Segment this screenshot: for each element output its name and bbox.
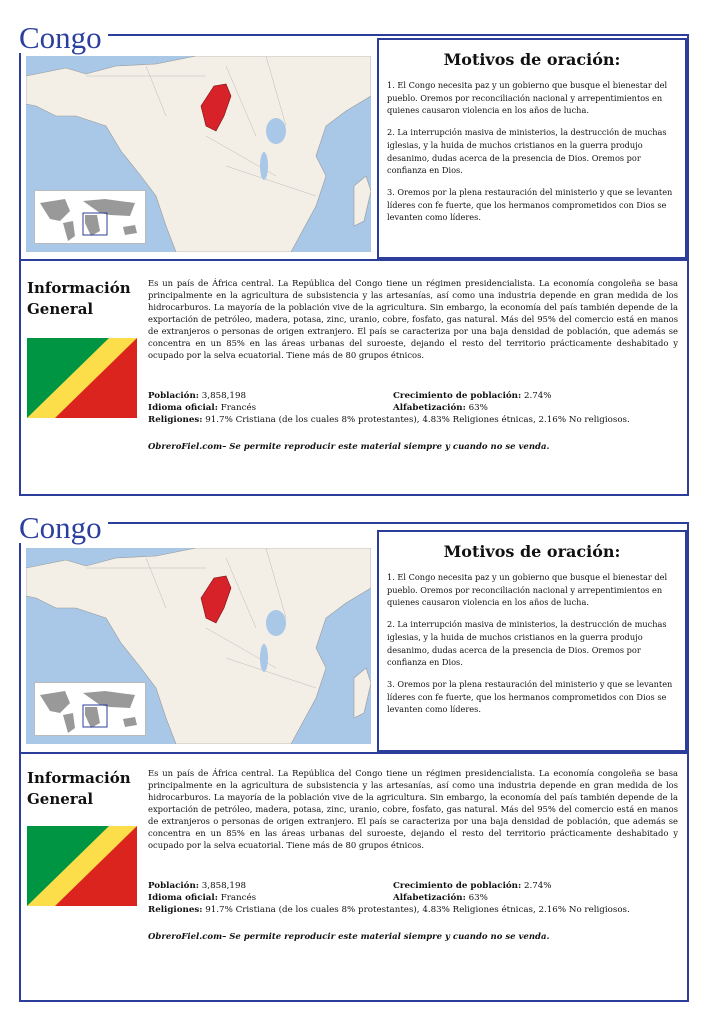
growth-value: 2.74% [523, 881, 552, 891]
prayer-item-3: 3. Oremos por la plena restauración del ministerio y que se levanten líderes con fe fuerte, que los hermanos comprometidos con Dios se levanten como líderes. [387, 678, 673, 715]
literacy-value: 63% [468, 893, 488, 904]
info-heading-line2: General [27, 300, 94, 318]
congo-flag [27, 338, 137, 418]
country-map [26, 56, 371, 252]
country-map [26, 548, 371, 744]
info-heading [27, 278, 145, 320]
congo-flag [27, 826, 137, 906]
growth-label: Crecimiento de población: [393, 881, 522, 891]
world-inset-map [34, 682, 146, 736]
language-label: Idioma oficial: [148, 893, 218, 904]
info-heading-line2: General [27, 790, 94, 808]
info-heading [27, 768, 145, 810]
prayer-box [377, 530, 687, 752]
prayer-item-2: 2. La interrupción masiva de ministerios, la destrucción de muchas iglesias, y la huida de muchos cristianos en la guerra produjo desanimo, dudas acerca de la presencia de Dios. Oremos por confianza en Dios. [387, 127, 667, 176]
info-divider [19, 259, 689, 261]
info-divider [19, 752, 689, 754]
footer-note: ObreroFiel.com– Se permite reproducir este material siempre y cuando no se venda. [148, 932, 550, 942]
country-card-copy [0, 490, 724, 1000]
growth-value: 2.74% [523, 391, 552, 401]
country-title: Congo [19, 512, 108, 543]
country-card [0, 0, 724, 500]
footer-note: ObreroFiel.com– Se permite reproducir este material siempre y cuando no se venda. [148, 442, 550, 452]
literacy-label: Alfabetización: [393, 403, 466, 414]
prayer-item-3: 3. Oremos por la plena restauración del ministerio y que se levanten líderes con fe fuerte, que los hermanos comprometidos con Dios se levanten como líderes. [387, 186, 673, 223]
language-value: Francés [220, 893, 257, 904]
population-label: Población: [148, 391, 200, 401]
population-value: 3,858,198 [201, 391, 246, 401]
country-title: Congo [19, 22, 108, 53]
info-text: Es un país de África central. La República del Congo tiene un régimen presidencialista. La economía congoleña se basa principalmente en la agricultura de subsistencia y las artesanías, así como una industria depende en gran medida de los hidrocarburos. La mayoría de la población vive de la agricultura. Sin embargo, la economía del país también depende de la exportación de petróleo, madera, potasa, zinc, uranio, cobre, fosfato, gas natural. Más del 95% del comercio está en manos de extranjeros o personas de origen extranjero. El país se caracteriza por una baja densidad de población, que además se concentra en un 85% en las áreas urbanas del suroeste, dejando el resto del territorio prácticamente deshabitado y ocupado por la selva ecuatorial. Tiene más de 80 grupos étnicos. [148, 768, 678, 850]
prayer-box [377, 38, 687, 259]
prayer-heading: Motivos de oración: [443, 50, 621, 69]
language-value: Francés [220, 403, 257, 414]
literacy-value: 63% [468, 403, 488, 414]
stats-block [148, 390, 688, 427]
religion-label: Religiones: [148, 415, 203, 426]
prayer-heading: Motivos de oración: [443, 542, 621, 561]
world-inset-map [34, 190, 146, 244]
religion-label: Religiones: [148, 905, 203, 916]
religion-value: 91.7% Cristiana (de los cuales 8% protestantes), 4.83% Religiones étnicas, 2.16% No religiosos. [205, 415, 630, 426]
growth-label: Crecimiento de población: [393, 391, 522, 401]
info-heading-line1: Información [27, 769, 131, 787]
religion-value: 91.7% Cristiana (de los cuales 8% protestantes), 4.83% Religiones étnicas, 2.16% No religiosos. [205, 905, 630, 916]
stats-block [148, 880, 688, 917]
prayer-item-2: 2. La interrupción masiva de ministerios, la destrucción de muchas iglesias, y la huida de muchos cristianos en la guerra produjo desanimo, dudas acerca de la presencia de Dios. Oremos por confianza en Dios. [387, 619, 667, 668]
info-text: Es un país de África central. La República del Congo tiene un régimen presidencialista. La economía congoleña se basa principalmente en la agricultura de subsistencia y las artesanías, así como una industria depende en gran medida de los hidrocarburos. La mayoría de la población vive de la agricultura. Sin embargo, la economía del país también depende de la exportación de petróleo, madera, potasa, zinc, uranio, cobre, fosfato, gas natural. Más del 95% del comercio está en manos de extranjeros o personas de origen extranjero. El país se caracteriza por una baja densidad de población, que además se concentra en un 85% en las áreas urbanas del suroeste, dejando el resto del territorio prácticamente deshabitado y ocupado por la selva ecuatorial. Tiene más de 80 grupos étnicos. [148, 278, 678, 360]
language-label: Idioma oficial: [148, 403, 218, 414]
literacy-label: Alfabetización: [393, 893, 466, 904]
population-value: 3,858,198 [201, 881, 246, 891]
info-heading-line1: Información [27, 279, 131, 297]
prayer-item-1: 1. El Congo necesita paz y un gobierno que busque el bienestar del pueblo. Oremos por reconciliación nacional y arrepentimientos en quienes causaron violencia en los años de lucha. [387, 572, 668, 608]
prayer-item-1: 1. El Congo necesita paz y un gobierno que busque el bienestar del pueblo. Oremos por reconciliación nacional y arrepentimientos en quienes causaron violencia en los años de lucha. [387, 80, 668, 116]
population-label: Población: [148, 881, 200, 891]
